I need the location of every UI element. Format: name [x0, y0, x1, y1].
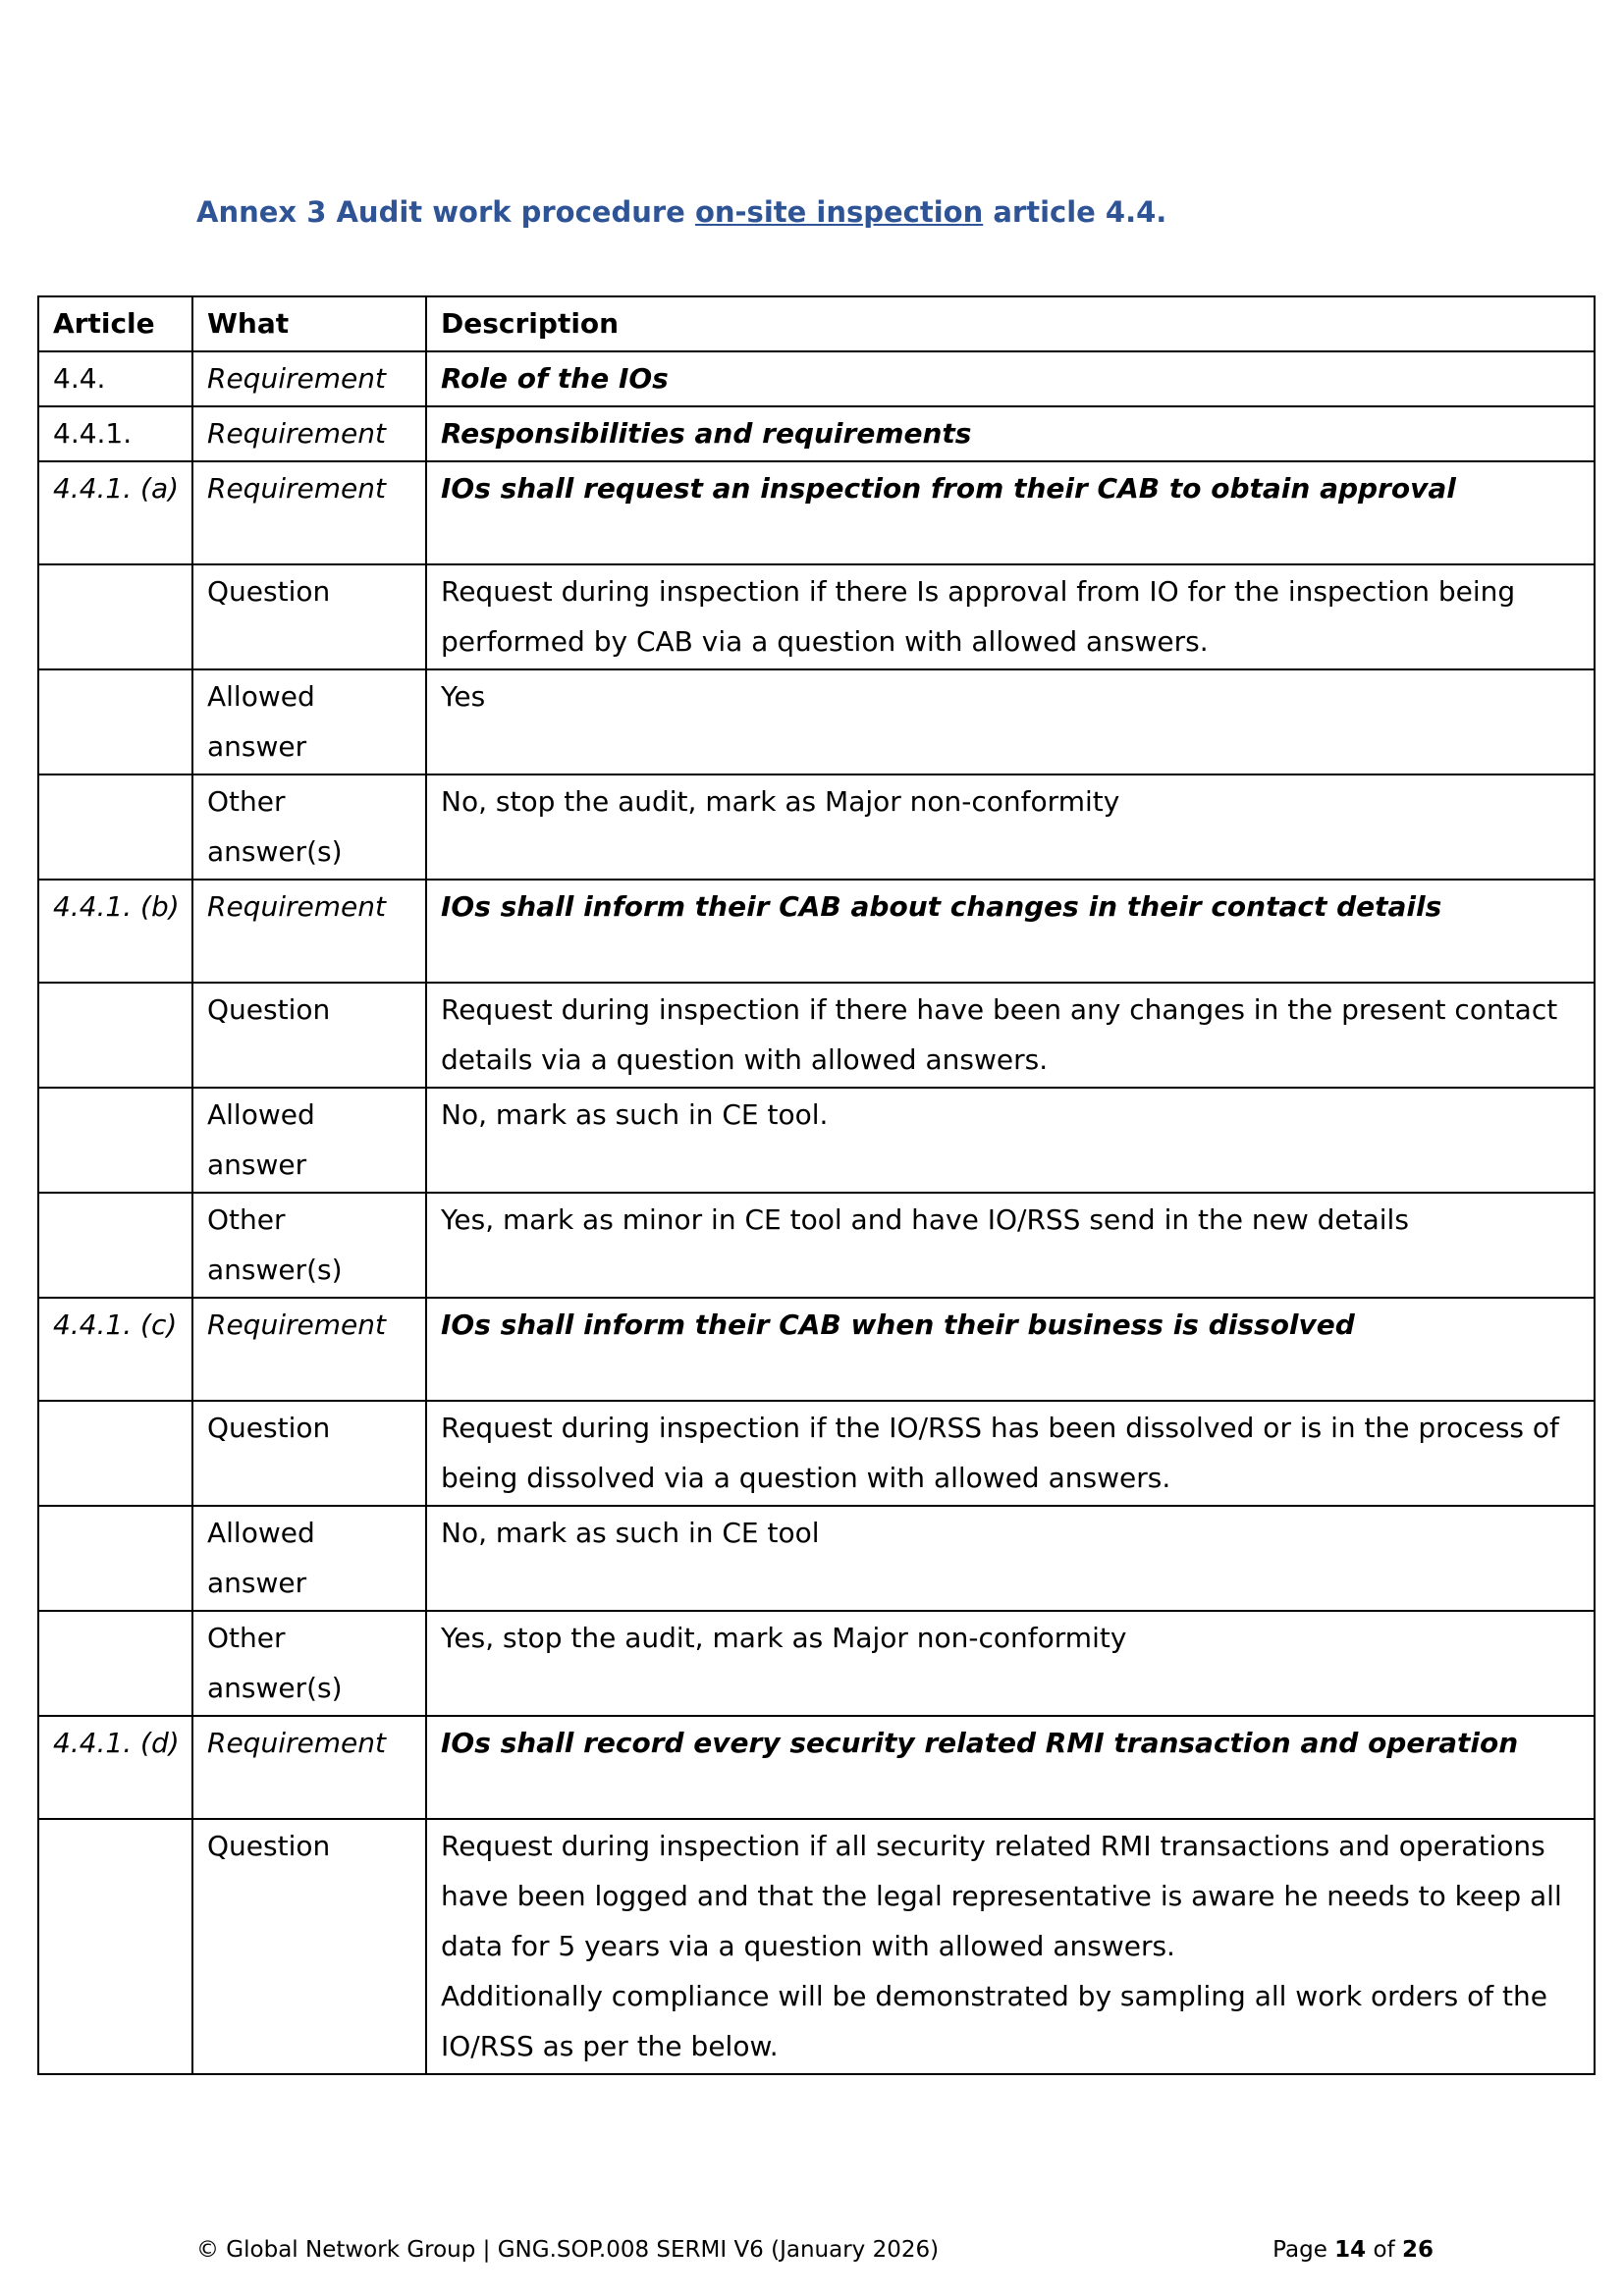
what-cell: Other answer(s): [192, 1611, 426, 1716]
description-cell: IOs shall request an inspection from their CAB to obtain approval: [426, 461, 1595, 564]
what-cell: Requirement: [192, 406, 426, 461]
table-row: [38, 1611, 1595, 1716]
table-row: [38, 406, 1595, 461]
description-cell: No, stop the audit, mark as Major non-conformity: [426, 774, 1595, 880]
what-cell: Requirement: [192, 461, 426, 564]
article-cell: [38, 1401, 192, 1506]
description-cell: IOs shall inform their CAB when their business is dissolved: [426, 1298, 1595, 1401]
table-row: [38, 1193, 1595, 1298]
table-header-row: [38, 296, 1595, 351]
description-cell: [426, 1819, 1595, 2074]
annex-heading: [196, 195, 1166, 229]
article-cell: 4.4.1.: [38, 406, 192, 461]
what-cell: Question: [192, 564, 426, 669]
description-paragraph-extra: Additionally compliance will be demonstrated by sampling all work orders of the IO/RSS as per the below.: [441, 1980, 1547, 2062]
table-row: [38, 1088, 1595, 1193]
description-cell: Yes, stop the audit, mark as Major non-conformity: [426, 1611, 1595, 1716]
description-cell: IOs shall record every security related RMI transaction and operation: [426, 1716, 1595, 1819]
page-number: 14: [1334, 2237, 1367, 2263]
table-row: [38, 1506, 1595, 1611]
table-row: [38, 880, 1595, 983]
table-row: [38, 1401, 1595, 1506]
article-cell: 4.4.1. (a): [38, 461, 192, 564]
table-row: [38, 774, 1595, 880]
article-cell: 4.4.: [38, 351, 192, 406]
description-cell: Yes: [426, 669, 1595, 774]
description-cell: Yes, mark as minor in CE tool and have IO/RSS send in the new details: [426, 1193, 1595, 1298]
page-label: Page: [1272, 2237, 1335, 2263]
what-cell: Allowed answer: [192, 669, 426, 774]
article-cell: [38, 1193, 192, 1298]
of-label: of: [1366, 2237, 1402, 2263]
article-cell: [38, 983, 192, 1088]
table-row: [38, 1819, 1595, 2074]
what-cell: Allowed answer: [192, 1088, 426, 1193]
article-cell: [38, 1088, 192, 1193]
article-cell: 4.4.1. (b): [38, 880, 192, 983]
description-paragraph: Request during inspection if all security related RMI transactions and operations have been logged and that the legal representative is aware he needs to keep all data for 5 years via a question with allowed answers.: [441, 1830, 1562, 1962]
description-cell: Request during inspection if there Is approval from IO for the inspection being performed by CAB via a question with allowed answers.: [426, 564, 1595, 669]
total-pages: 26: [1401, 2237, 1434, 2263]
audit-procedure-table: [37, 295, 1596, 2075]
table-row: [38, 669, 1595, 774]
what-cell: Other answer(s): [192, 1193, 426, 1298]
article-cell: 4.4.1. (d): [38, 1716, 192, 1819]
table-row: [38, 351, 1595, 406]
article-cell: [38, 564, 192, 669]
description-cell: Role of the IOs: [426, 351, 1595, 406]
what-cell: Allowed answer: [192, 1506, 426, 1611]
article-cell: 4.4.1. (c): [38, 1298, 192, 1401]
heading-prefix: Annex 3 Audit work procedure: [196, 195, 695, 229]
what-cell: Question: [192, 1819, 426, 2074]
heading-suffix: article 4.4.: [983, 195, 1167, 229]
article-cell: [38, 1506, 192, 1611]
description-cell: No, mark as such in CE tool: [426, 1506, 1595, 1611]
description-cell: Responsibilities and requirements: [426, 406, 1595, 461]
description-cell: IOs shall inform their CAB about changes in their contact details: [426, 880, 1595, 983]
footer-page-indicator: [1272, 2237, 1434, 2263]
what-cell: Requirement: [192, 880, 426, 983]
table-row: [38, 461, 1595, 564]
table-row: [38, 564, 1595, 669]
description-cell: No, mark as such in CE tool.: [426, 1088, 1595, 1193]
what-cell: Requirement: [192, 1716, 426, 1819]
what-cell: Question: [192, 983, 426, 1088]
header-description: Description: [426, 296, 1595, 351]
footer-copyright: © Global Network Group | GNG.SOP.008 SERMI V6 (January 2026): [196, 2237, 940, 2263]
table-row: [38, 1298, 1595, 1401]
description-cell: Request during inspection if the IO/RSS has been dissolved or is in the process of being dissolved via a question with allowed answers.: [426, 1401, 1595, 1506]
article-cell: [38, 1611, 192, 1716]
header-article: Article: [38, 296, 192, 351]
table-row: [38, 983, 1595, 1088]
article-cell: [38, 669, 192, 774]
what-cell: Requirement: [192, 351, 426, 406]
what-cell: Requirement: [192, 1298, 426, 1401]
what-cell: Other answer(s): [192, 774, 426, 880]
on-site-inspection-link[interactable]: on-site inspection: [694, 195, 984, 229]
description-cell: Request during inspection if there have been any changes in the present contact details via a question with allowed answers.: [426, 983, 1595, 1088]
header-what: What: [192, 296, 426, 351]
article-cell: [38, 1819, 192, 2074]
table-row: [38, 1716, 1595, 1819]
article-cell: [38, 774, 192, 880]
what-cell: Question: [192, 1401, 426, 1506]
